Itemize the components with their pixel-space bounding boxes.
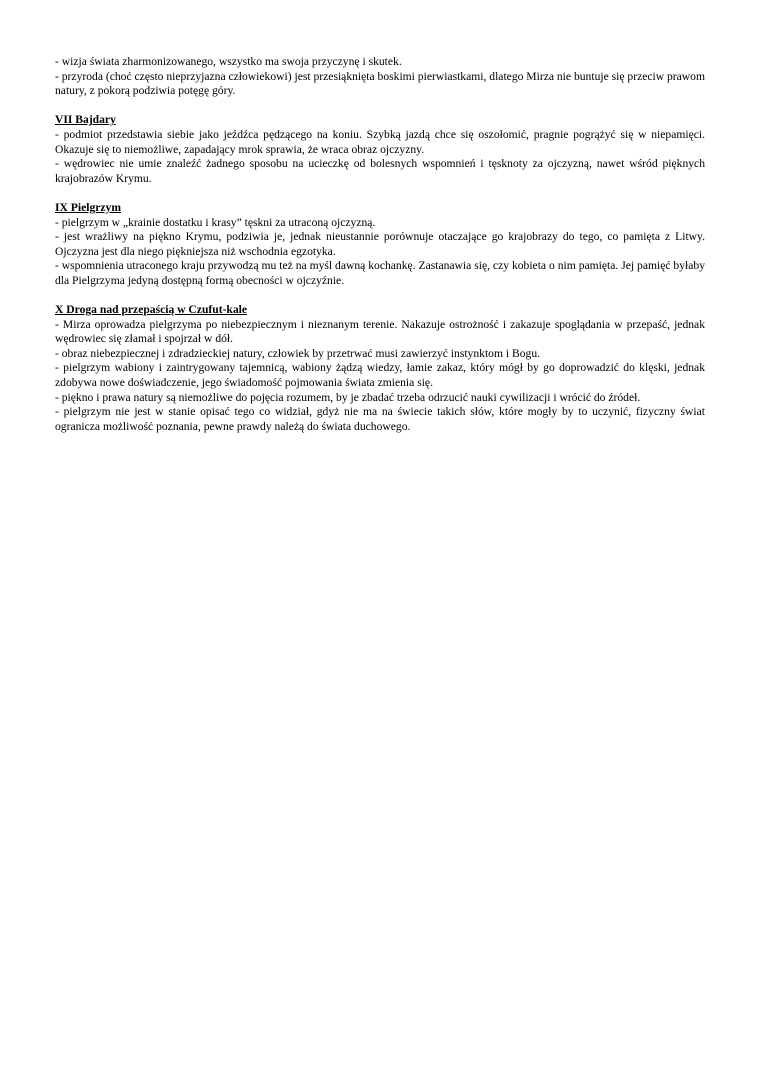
document-page [55, 55, 705, 434]
intro-block [55, 55, 705, 99]
section-paragraph: - pielgrzym nie jest w stanie opisać tego co widział, gdyż nie ma na świecie takich słów, które mogły by to uczynić, fizyczny świat ogranicza możliwość poznania, pewne prawdy należą do świata duchowego. [55, 405, 705, 433]
section-heading: X Droga nad przepaścią w Czufut-kale [55, 303, 248, 317]
section-paragraph: - pielgrzym w „krainie dostatku i krasy” tęskni za utraconą ojczyzną. [55, 215, 376, 229]
section-paragraph: - Mirza oprowadza pielgrzyma po niebezpiecznym i nieznanym terenie. Nakazuje ostrożność i zakazuje spoglądania w przepaść, jednak wędrowiec się złamał i spojrzał w dół. [55, 317, 705, 346]
section-paragraph: - obraz niebezpiecznej i zdradzieckiej natury, człowiek by przetrwać musi zawierzyć instynktom i Bogu. [55, 346, 541, 360]
section-paragraph: - wspomnienia utraconego kraju przywodzą mu też na myśl dawną kochankę. Zastanawia się, czy kobieta o nim pamięta. Jej pamięć byłaby dla Pielgrzyma jedyną dostępną formą obecności w ojczyźnie. [55, 259, 705, 287]
section-x-droga-nad-przepascia [55, 303, 705, 434]
section-paragraph: - jest wrażliwy na piękno Krymu, podziwia je, jednak nieustannie porównuje otaczające go krajobrazy do tego, co pamięta z Litwy. Ojczyzna jest dla niego piękniejsza niż wschodnia egzotyka. [55, 230, 705, 258]
section-heading: VII Bajdary [55, 113, 116, 127]
section-vii-bajdary [55, 113, 705, 186]
section-paragraph: - wędrowiec nie umie znaleźć żadnego sposobu na ucieczkę od bolesnych wspomnień i tęsknoty za ojczyzną, nawet wśród pięknych krajobrazów Krymu. [55, 157, 705, 185]
intro-paragraph: - wizja świata zharmonizowanego, wszystko ma swoja przyczynę i skutek. [55, 55, 402, 68]
section-paragraph: - pielgrzym wabiony i zaintrygowany tajemnicą, wabiony żądzą wiedzy, łamie zakaz, który mógł by go doprowadzić do klęski, jednak zdobywa nowe doświadczenie, jego świadomość pojmowania świata zmienia się. [55, 361, 705, 390]
section-paragraph: - piękno i prawa natury są niemożliwe do pojęcia rozumem, by je zbadać trzeba odrzucić nauki cywilizacji i wrócić do źródeł. [55, 390, 641, 404]
section-ix-pielgrzym [55, 201, 705, 289]
intro-paragraph: - przyroda (choć często nieprzyjazna człowiekowi) jest przesiąknięta boskimi pierwiastkami, dlatego Mirza nie buntuje się przeciw prawom natury, z pokorą podziwia potęgę góry. [55, 69, 705, 98]
section-paragraph: - podmiot przedstawia siebie jako jeźdźca pędzącego na koniu. Szybką jazdą chce się oszołomić, pragnie pogrążyć się w niepamięci. Okazuje się to niemożliwe, zapadający mrok sprawia, że wraca obraz ojczyzny. [55, 127, 705, 156]
section-heading: IX Pielgrzym [55, 200, 121, 214]
